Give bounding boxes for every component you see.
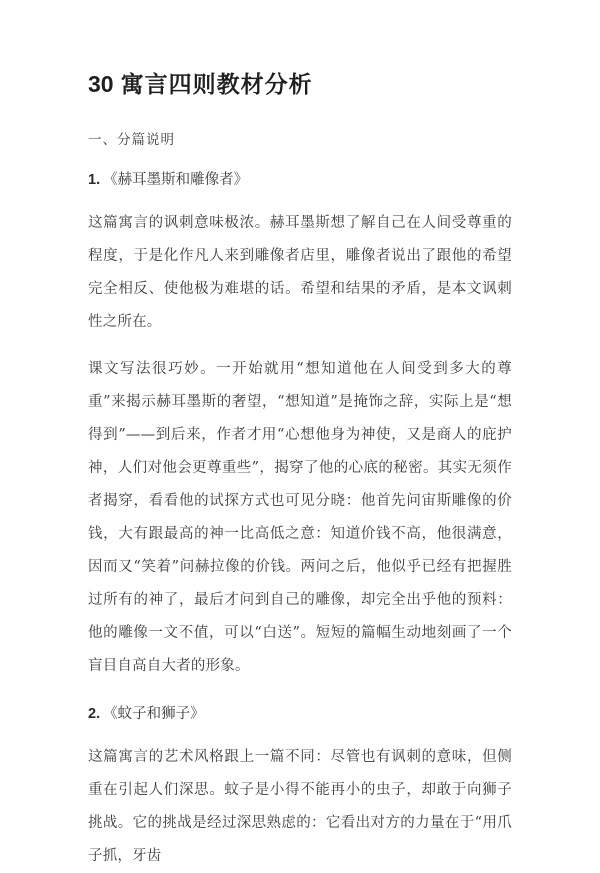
item-1-heading — [88, 170, 512, 190]
title-number: 30 — [88, 71, 114, 97]
title-text: 寓言四则教材分析 — [120, 71, 313, 98]
paragraph-3: 这篇寓言的艺术风格跟上一篇不同：尽管也有讽刺的意味，但侧重在引起人们深思。蚊子是小得不能再小的虫子，却敢于向狮子挑战。它的挑战是经过深思熟虑的：它看出对方的力量在于“用爪子抓，牙齿 — [88, 749, 512, 864]
item-2-heading — [88, 704, 512, 724]
document-title — [88, 70, 512, 99]
item-2-title: 《蚊子和狮子》 — [103, 706, 205, 722]
item-1-number: 1. — [88, 172, 101, 188]
paragraph-2: 课文写法很巧妙。一开始就用“想知道他在人间受到多大的尊重”来揭示赫耳墨斯的奢望，“想知道”是掩饰之辞，实际上是“想得到”——到后来，作者才用“心想他身为神使，又是商人的庇护神，人们对他会更尊重些”，揭穿了他的心底的秘密。其实无须作者揭穿，看看他的试探方式也可见分晓：他首先问宙斯雕像的价钱，大有跟最高的神一比高低之意：知道价钱不高，他很满意，因而又“笑着”问赫拉像的价钱。两问之后，他似乎已经有把握胜过所有的神了，最后才问到自己的雕像，却完全出乎他的预料：他的雕像一文不值，可以“白送”。短短的篇幅生动地刻画了一个盲目自高自大者的形象。 — [88, 361, 512, 674]
item-1-title: 《赫耳墨斯和雕像者》 — [103, 172, 249, 188]
item-2-number: 2. — [88, 706, 101, 722]
paragraph-1: 这篇寓言的讽刺意味极浓。赫耳墨斯想了解自己在人间受尊重的程度，于是化作凡人来到雕像者店里，雕像者说出了跟他的希望完全相反、使他极为难堪的话。希望和结果的矛盾，是本文讽刺性之所在。 — [88, 215, 512, 330]
section-heading: 一、分篇说明 — [88, 132, 175, 148]
